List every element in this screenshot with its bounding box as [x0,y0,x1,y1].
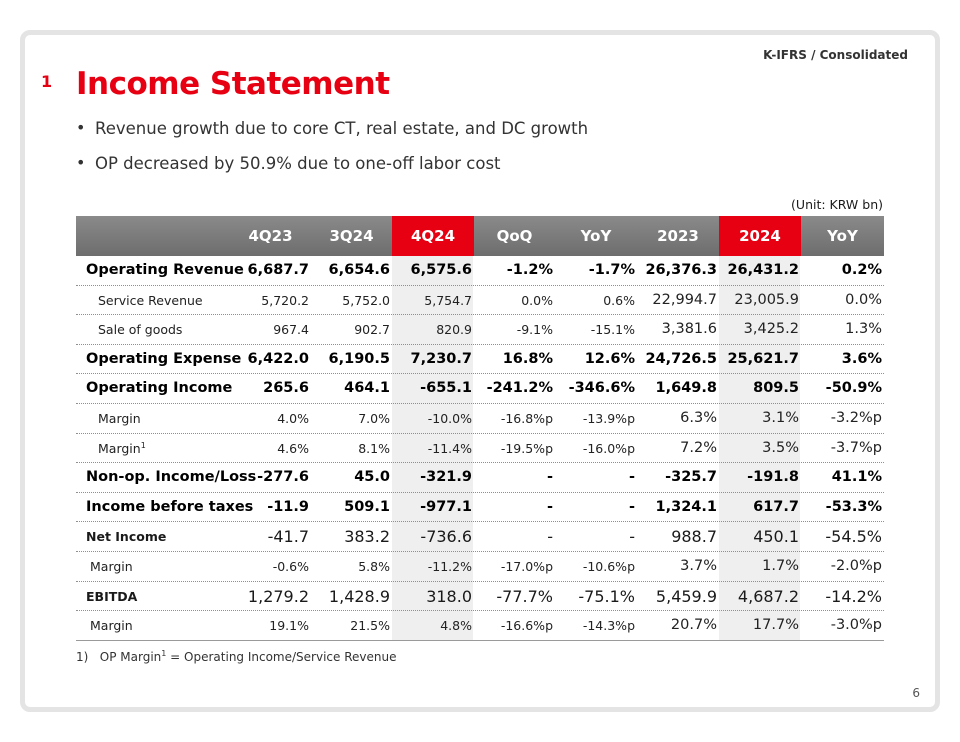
table-cell: 318.0 [426,586,472,606]
row-label [90,611,133,641]
bullet-item: • Revenue growth due to core CT, real estate, and DC growth [76,119,588,154]
page-number: 6 [912,686,920,700]
table-cell: -1.7% [588,262,635,278]
table-cell: 26,431.2 [727,262,799,278]
row-label [86,345,241,375]
table-cell: -16.0%p [582,440,635,456]
table-cell: -3.7%p [830,439,882,456]
table-cell: 12.6% [584,350,635,367]
table-cell: - [547,527,553,547]
row-label-text: Net Income [86,529,167,545]
table-cell: 0.2% [841,262,882,278]
table-cell: -346.6% [568,380,635,397]
table-cell: - [546,498,553,515]
table-cell: 20.7% [670,617,717,634]
footnote-number: 1) [76,650,89,664]
income-statement-table [76,216,884,641]
table-cell: - [628,498,635,515]
table-cell: 21.5% [350,618,390,634]
table-cell: 1.7% [762,557,799,574]
table-row [76,552,884,582]
table-cell: -655.1 [420,380,472,397]
footnote-sup: 1 [161,649,167,658]
table-cell: 6,654.6 [328,262,390,278]
table-cell: 509.1 [344,498,390,515]
row-label [98,286,203,316]
row-label-text: Non-op. Income/Loss [86,469,257,486]
table-cell: 3.6% [841,350,882,367]
table-cell: -3.2%p [830,409,882,426]
section-number: 1 [41,72,53,91]
accounting-standard-label: K-IFRS / Consolidated [763,48,908,62]
col-header-2024: 2024 [719,216,801,256]
row-label-text: Margin [98,440,141,456]
row-label-text: Margin [90,558,133,574]
table-cell: -11.9 [267,498,309,515]
table-cell: 265.6 [263,380,309,397]
table-cell: 464.1 [344,380,390,397]
col-header-yoy-annual: YoY [827,227,858,245]
table-cell: 5,754.7 [424,292,472,308]
col-header-yoy: YoY [580,227,612,245]
table-cell: 41.1% [831,469,882,486]
table-row [76,345,884,375]
table-cell: 5,459.9 [655,586,717,606]
row-label-text: Income before taxes [86,498,254,515]
row-label [90,552,133,582]
table-cell: -16.8%p [500,410,553,426]
table-cell: -16.6%p [500,618,553,634]
table-cell: 820.9 [436,322,472,338]
row-label-text: Margin [98,410,141,426]
row-label-sup: 1 [140,440,146,450]
table-cell: -10.6%p [582,558,635,574]
table-cell: -75.1% [578,586,635,606]
table-cell: -2.0%p [830,557,882,574]
table-cell: 3.1% [762,409,799,426]
row-label [98,315,182,345]
row-label [86,493,253,523]
table-cell: 3,425.2 [743,321,799,338]
table-cell: 8.1% [358,440,390,456]
col-header-2023: 2023 [657,227,699,245]
table-cell: -14.2% [825,586,882,606]
table-cell: 19.1% [269,618,309,634]
table-row [76,374,884,404]
table-cell: 3.7% [680,557,717,574]
table-cell: 0.0% [845,291,882,308]
row-label [98,404,141,434]
table-cell: -241.2% [486,380,553,397]
table-row [76,522,884,552]
table-cell: -325.7 [665,469,717,486]
table-cell: -3.0%p [830,617,882,634]
summary-bullets [76,119,588,189]
table-cell: -10.0% [427,410,472,426]
table-cell: 4,687.2 [737,586,799,606]
table-cell: 24,726.5 [645,350,717,367]
table-cell: 7.0% [358,410,390,426]
table-cell: 809.5 [753,380,799,397]
table-row [76,493,884,523]
table-row [76,434,884,464]
table-cell: 1,324.1 [655,498,717,515]
table-cell: -277.6 [257,469,309,486]
row-label-text: Operating Revenue [86,262,244,278]
row-label [86,582,137,612]
table-cell: -17.0%p [500,558,553,574]
row-label-text: Margin [90,618,133,634]
table-header-row [76,216,884,256]
table-cell: 23,005.9 [734,291,799,308]
table-cell: 7.2% [680,439,717,456]
table-row [76,611,884,641]
table-cell: 4.6% [277,440,309,456]
col-header-3q24: 3Q24 [329,227,374,245]
table-cell: 383.2 [344,527,390,547]
table-cell: -11.4% [427,440,472,456]
table-cell: 988.7 [671,527,717,547]
table-row [76,315,884,345]
table-cell: 3.5% [762,439,799,456]
table-cell: 25,621.7 [727,350,799,367]
table-cell: -19.5%p [500,440,553,456]
row-label [86,374,232,404]
table-cell: - [629,527,635,547]
table-cell: -736.6 [420,527,472,547]
table-cell: 45.0 [354,469,390,486]
table-cell: -14.3%p [582,618,635,634]
table-cell: 26,376.3 [645,262,717,278]
unit-label: (Unit: KRW bn) [791,197,883,212]
row-label-text: Operating Expense [86,350,242,367]
row-label [86,463,256,493]
table-cell: 0.0% [521,292,553,308]
table-cell: 17.7% [752,617,799,634]
col-header-qoq: QoQ [496,227,533,245]
table-cell: 1.3% [845,321,882,338]
table-cell: 3,381.6 [661,321,717,338]
col-header-4q23: 4Q23 [248,227,293,245]
table-row [76,463,884,493]
table-cell: 902.7 [354,322,390,338]
table-cell: 5,752.0 [342,292,390,308]
footnote-text: = Operating Income/Service Revenue [166,650,397,664]
table-cell: 22,994.7 [652,291,717,308]
table-cell: 0.6% [603,292,635,308]
table-row [76,286,884,316]
table-cell: 6.3% [680,409,717,426]
table-cell: -321.9 [420,469,472,486]
row-label [86,256,244,286]
table-cell: -13.9%p [582,410,635,426]
table-cell: -9.1% [516,322,553,338]
table-cell: -53.3% [825,498,882,515]
table-cell: -1.2% [506,262,553,278]
row-label-text: Sale of goods [98,322,183,338]
table-cell: 6,575.6 [410,262,472,278]
table-cell: -11.2% [427,558,472,574]
table-cell: -54.5% [825,527,882,547]
table-cell: 5,720.2 [261,292,309,308]
row-label-text: Operating Income [86,380,233,397]
row-label [86,522,166,552]
table-cell: - [628,469,635,486]
table-cell: 1,428.9 [328,586,390,606]
row-label-text: Service Revenue [98,292,203,308]
page-title: Income Statement [76,66,390,102]
footnote-label: OP Margin [99,650,162,664]
table-cell: 6,687.7 [247,262,309,278]
row-label-text: EBITDA [86,588,138,604]
table-row [76,582,884,612]
table-cell: - [546,469,553,486]
table-body [76,256,884,641]
table-cell: 1,279.2 [247,586,309,606]
col-header-4q24: 4Q24 [392,216,474,256]
table-cell: -977.1 [420,498,472,515]
table-cell: 16.8% [502,350,553,367]
table-cell: 450.1 [753,527,799,547]
table-cell: 4.8% [440,618,472,634]
table-cell: 6,190.5 [328,350,390,367]
row-label [98,434,146,464]
table-cell: -41.7 [267,527,309,547]
table-cell: 1,649.8 [655,380,717,397]
table-cell: 6,422.0 [247,350,309,367]
table-row [76,256,884,286]
table-cell: -15.1% [590,322,635,338]
table-cell: 617.7 [753,498,799,515]
table-cell: 967.4 [273,322,309,338]
table-cell: -0.6% [272,558,309,574]
table-cell: -50.9% [825,380,882,397]
footnote [76,650,396,664]
table-cell: -77.7% [496,586,553,606]
table-cell: -191.8 [747,469,799,486]
bullet-item: • OP decreased by 50.9% due to one-off labor cost [76,154,588,189]
table-cell: 7,230.7 [410,350,472,367]
table-row [76,404,884,434]
table-cell: 4.0% [277,410,309,426]
table-cell: 5.8% [358,558,390,574]
